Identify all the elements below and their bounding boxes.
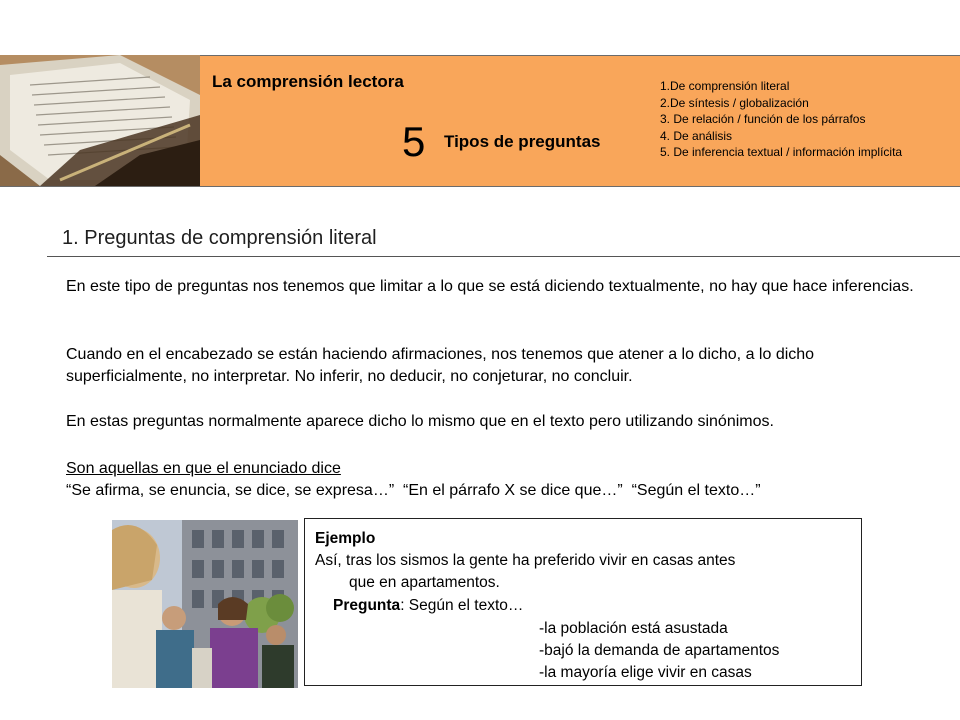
paragraph-affirmations: Cuando en el encabezado se están haciendo afirmaciones, nos tenemos que atener a lo dicho, a lo dicho superficialmente, no interpretar. No inferir, no deducir, no conjeturar, no concluir.	[66, 346, 815, 385]
answer-option: -la mayoría elige vivir en casas	[539, 664, 752, 681]
example-sentence-line-2: que en apartamentos.	[349, 574, 500, 591]
question-type-item: 2.De síntesis / globalización	[660, 95, 809, 110]
question-type-item: 5. De inferencia textual / información implícita	[660, 145, 903, 160]
header-subtitle: Tipos de preguntas	[444, 132, 601, 151]
paragraph-enunciado-examples: “Se afirma, se enuncia, se dice, se expresa…” “En el párrafo X se dice que…” “Según el texto…”	[66, 482, 761, 499]
paragraph-synonyms: En estas preguntas normalmente aparece dicho lo mismo que en el texto pero utilizando sinónimos.	[66, 413, 774, 430]
section-title: 1. Preguntas de comprensión literal	[62, 227, 377, 249]
question-type-item: 1.De comprensión literal	[660, 79, 790, 93]
example-photo	[112, 520, 298, 688]
question-type-item: 4. De análisis	[660, 128, 733, 143]
answer-option: -bajó la demanda de apartamentos	[539, 642, 780, 659]
question-types-list	[660, 78, 902, 161]
header-number: 5	[402, 118, 426, 165]
paragraph-intro: En este tipo de preguntas nos tenemos que limitar a lo que se está diciendo textualmente, no hay que hace inferencias.	[66, 278, 914, 295]
question-text: : Según el texto…	[400, 597, 524, 614]
example-box	[304, 518, 862, 686]
header-title: La comprensión lectora	[212, 72, 404, 91]
question-label: Pregunta	[333, 597, 401, 614]
example-sentence-line-1: Así, tras los sismos la gente ha preferido vivir en casas antes	[315, 552, 736, 569]
question-type-item: 3. De relación / función de los párrafos	[660, 112, 866, 127]
example-question	[333, 596, 523, 616]
paragraph-enunciado-heading: Son aquellas en que el enunciado dice	[66, 460, 341, 477]
header-photo	[0, 55, 200, 186]
example-heading: Ejemplo	[315, 530, 376, 547]
section-divider	[47, 256, 960, 257]
answer-option: -la población está asustada	[539, 620, 728, 637]
